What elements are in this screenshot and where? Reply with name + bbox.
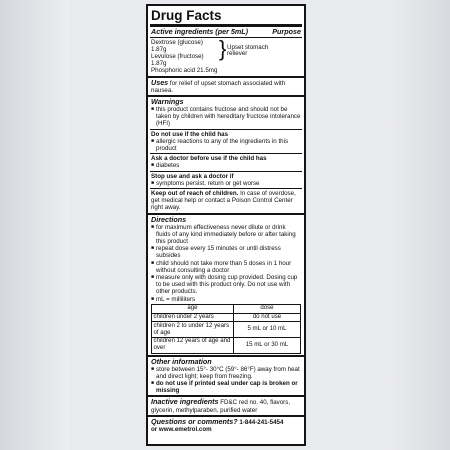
- bullet-square-icon: ■: [151, 365, 155, 372]
- table-header-row: age dose: [152, 304, 301, 313]
- ingredient-item: Levulose (fructose) 1.87g: [151, 52, 204, 68]
- background-shade-right: [390, 0, 450, 450]
- other-information-heading: Other information: [151, 356, 212, 366]
- warning-item: ■ this product contains fructose and should not be taken by children with hereditary fructose intolerance (HFI): [151, 105, 301, 128]
- direction-item: ■ repeat dose every 15 minutes or until distress subsides: [151, 245, 281, 260]
- ingredient-item: Dextrose (glucose) 1.87g: [151, 38, 203, 53]
- bullet-square-icon: ■: [151, 179, 155, 186]
- subsection-divider: [150, 129, 302, 130]
- direction-item: ■ measure only with dosing cup provided. Dosing cup to be used with this product only. Do not use with other products.: [151, 273, 298, 296]
- inactive-ingredients-section: [151, 398, 301, 413]
- directions-section: [151, 216, 301, 354]
- background-shade-left: [0, 0, 70, 450]
- warning-item: ■ allergic reactions to any of the ingredients in this product: [151, 137, 289, 152]
- purpose-text: Upset stomach reliever: [227, 43, 269, 58]
- uses-section: [151, 79, 301, 94]
- keep-out-of-reach: Keep out of reach of children. In case of overdose, get medical help or contact a Poison Control Center right away.: [151, 189, 296, 212]
- questions-heading: Questions or comments?: [151, 416, 238, 426]
- table-row: children 12 years of age and over 15 mL or 30 mL: [152, 337, 301, 353]
- stop-use-heading: Stop use and ask a doctor if: [151, 172, 234, 180]
- warnings-section: [151, 98, 301, 212]
- ingredient-item: Phosphoric acid 21.5mg: [151, 67, 218, 75]
- table-row: children under 2 years do not use: [152, 313, 301, 322]
- ask-doctor-heading: Ask a doctor before use if the child has: [151, 155, 267, 163]
- bullet-square-icon: ■: [151, 105, 155, 112]
- website-text: or www.emetrol.com: [151, 426, 212, 433]
- subsection-divider: [150, 171, 302, 172]
- bullet-square-icon: ■: [151, 273, 155, 280]
- other-information-section: [151, 358, 301, 395]
- phone-number: 1-844-241-5454: [239, 418, 284, 426]
- bullet-square-icon: ■: [151, 245, 155, 252]
- bullet-square-icon: ■: [151, 379, 155, 386]
- table-row: children 2 to under 12 years of age 5 mL or 10 mL: [152, 322, 301, 338]
- drug-facts-title: Drug Facts: [150, 8, 302, 27]
- bullet-square-icon: ■: [151, 223, 155, 230]
- warning-item: ■ diabetes: [151, 162, 180, 170]
- other-info-item: ■ do not use if printed seal under cap is broken or missing: [151, 379, 298, 395]
- direction-item: ■ for maximum effectiveness never dilute or drink fluids of any kind immediately before or after taking this product: [151, 223, 296, 245]
- do-not-use-heading: Do not use if the child has: [151, 130, 229, 138]
- dosage-table: [151, 304, 301, 354]
- active-ingredients-block: [151, 35, 301, 75]
- direction-item: ■ mL = milliliters: [151, 295, 196, 303]
- direction-item: ■ child should not take more than 5 doses in 1 hour without consulting a doctor: [151, 259, 292, 274]
- subsection-divider: [150, 188, 302, 189]
- purpose-heading: Purpose: [272, 27, 301, 36]
- ingredient-list: [151, 39, 219, 75]
- inactive-ingredients-text: FD&C red no. 40, flavors, glycerin, methylparaben, purified water: [151, 399, 291, 414]
- directions-heading: Directions: [151, 214, 187, 224]
- subsection-divider: [150, 153, 302, 154]
- warnings-heading: Warnings: [151, 96, 184, 106]
- other-info-item: ■ store between 15°- 30°C (59°- 86°F) away from heat and direct light; keep from freezing.: [151, 365, 300, 380]
- active-ingredients-header: [150, 28, 302, 38]
- section-divider: [148, 76, 304, 78]
- questions-section: [151, 418, 301, 433]
- drug-facts-label: [146, 4, 306, 446]
- uses-text: for relief of upset stomach associated with nausea.: [151, 79, 286, 94]
- bullet-square-icon: ■: [151, 259, 155, 266]
- warning-item: ■ symptoms persist, return or get worse: [151, 179, 260, 187]
- bullet-square-icon: ■: [151, 162, 155, 169]
- bullet-square-icon: ■: [151, 137, 155, 144]
- bullet-square-icon: ■: [151, 295, 155, 302]
- inactive-ingredients-heading: Inactive ingredients: [151, 397, 219, 407]
- uses-heading: Uses: [151, 77, 169, 87]
- brace-icon: }: [219, 35, 227, 61]
- active-ingredients-heading: Active ingredients (per 5mL): [151, 27, 249, 36]
